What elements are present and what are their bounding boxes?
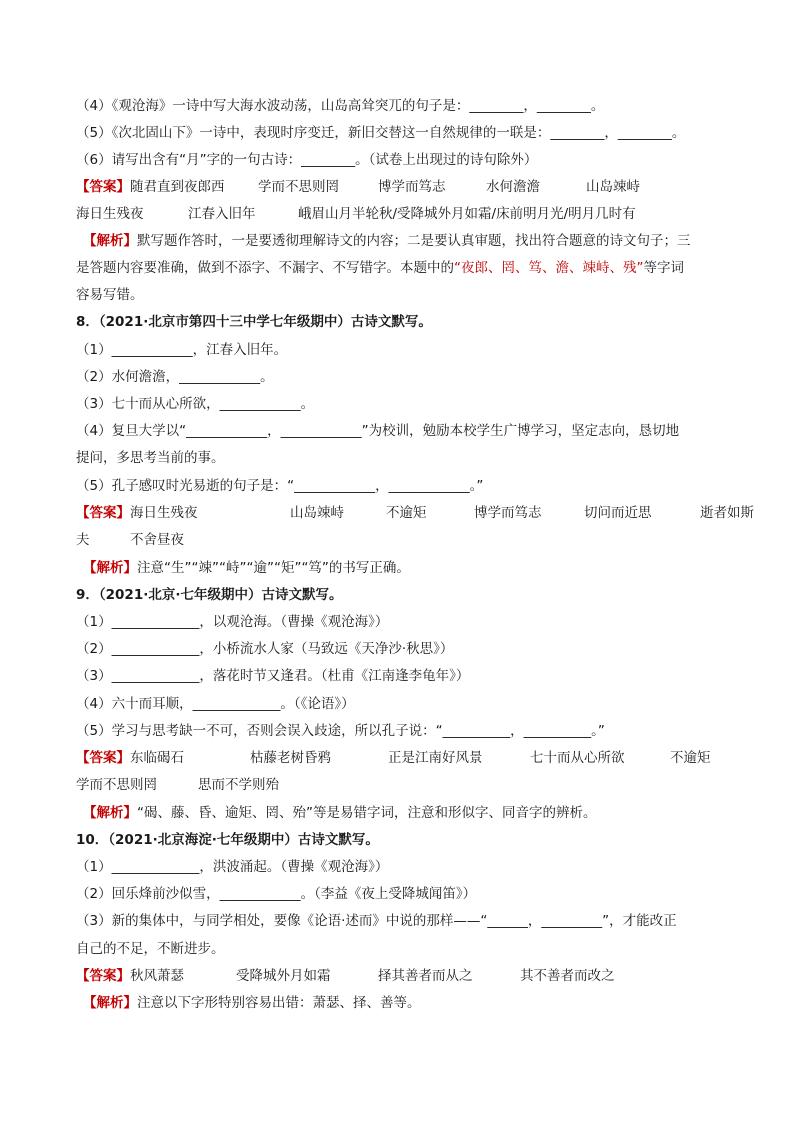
text-segment: 水何澹澹 xyxy=(486,179,540,195)
text-segment: 不逾矩 xyxy=(670,750,711,766)
text-segment: （1）____________，江春入旧年。 xyxy=(76,342,288,358)
text-segment: 10．（2021·北京海淀·七年级期中）古诗文默写。 xyxy=(76,832,379,848)
text-segment: 山岛竦峙 xyxy=(290,505,344,521)
text-line xyxy=(76,476,483,496)
text-segment: 正是江南好风景 xyxy=(388,750,483,766)
text-segment: 秋风萧瑟 xyxy=(130,968,184,984)
text-segment: 思而不学则殆 xyxy=(198,777,279,793)
text-segment: 择其善者而从之 xyxy=(378,968,473,984)
text-line xyxy=(76,204,636,224)
text-segment: 峨眉山月半轮秋/受降城外月如霜/床前明月光/明月几时有 xyxy=(298,206,636,222)
text-line xyxy=(76,123,685,143)
text-segment: “碣、藤、昏、逾矩、罔、殆”等是易错字词，注意和形似字、同音字的辨析。 xyxy=(137,805,597,821)
text-line xyxy=(76,939,225,959)
text-segment: （3）_____________，落花时节又逢君。（杜甫《江南逢李龟年》） xyxy=(76,668,470,684)
text-segment: 是答题内容要准确，做到不添字、不漏字、不写错字。本题中的 xyxy=(76,260,454,276)
text-segment: 海日生残夜 xyxy=(130,505,198,521)
answer-tag: 【答案】 xyxy=(76,505,130,521)
text-segment: 七十而从心所欲 xyxy=(530,750,625,766)
text-segment: 不舍昼夜 xyxy=(130,532,184,548)
text-segment: 东临碣石 xyxy=(130,750,184,766)
text-segment: 注意“生”“竦”“峙”“逾”“矩”“笃”的书写正确。 xyxy=(137,560,410,576)
text-line xyxy=(76,911,677,931)
text-line xyxy=(76,639,453,659)
text-segment: 9．（2021·北京·七年级期中）古诗文默写。 xyxy=(76,587,343,603)
answer-tag: 【答案】 xyxy=(76,179,130,195)
answer-tag: 【解析】 xyxy=(83,233,137,249)
text-segment: 提问，多思考当前的事。 xyxy=(76,450,225,466)
answer-tag: 【解析】 xyxy=(83,805,137,821)
text-segment: 受降城外月如霜 xyxy=(236,968,331,984)
text-segment: （5）孔子感叹时光易逝的句子是：“____________，____________。” xyxy=(76,478,484,494)
text-segment: （2）水何澹澹，____________。 xyxy=(76,369,274,385)
text-segment: 注意以下字形特别容易出错：萧瑟、择、善等。 xyxy=(137,995,421,1011)
text-line xyxy=(76,748,711,768)
text-line xyxy=(76,285,144,305)
text-segment: 逝者如斯 xyxy=(700,505,754,521)
text-line xyxy=(76,857,388,877)
text-segment: 不逾矩 xyxy=(386,505,427,521)
text-line xyxy=(76,585,342,605)
text-line xyxy=(76,421,679,441)
text-segment: （4）《观沧海》一诗中写大海水波动荡，山岛高耸突兀的句子是：________，________。 xyxy=(76,98,605,114)
text-segment: 博学而笃志 xyxy=(378,179,446,195)
answer-tag: 【答案】 xyxy=(76,750,130,766)
answer-tag: 【解析】 xyxy=(83,560,137,576)
text-segment: 随君直到夜郎西 xyxy=(130,179,225,195)
text-line xyxy=(76,394,314,414)
text-segment: 学而不思则罔 xyxy=(258,179,339,195)
text-segment: （1）_____________，以观沧海。（曹操《观沧海》） xyxy=(76,614,389,630)
text-segment: 枯藤老树昏鸦 xyxy=(250,750,331,766)
text-segment: “夜郎、罔、笃、澹、竦峙、残” xyxy=(454,260,644,276)
text-segment: （6）请写出含有“月”字的一句古诗：________。（试卷上出现过的诗句除外） xyxy=(76,152,538,168)
text-segment: （3）七十而从心所欲，____________。 xyxy=(76,396,315,412)
text-line xyxy=(76,367,274,387)
text-segment: （2）_____________，小桥流水人家（马致远《天净沙·秋思》） xyxy=(76,641,454,657)
text-segment: 8．（2021·北京市第四十三中学七年级期中）古诗文默写。 xyxy=(76,314,432,330)
text-segment: （5）《次北固山下》一诗中，表现时序变迁，新旧交替这一自然规律的一联是：________，________。 xyxy=(76,125,686,141)
text-line xyxy=(76,503,754,523)
text-line xyxy=(76,694,355,714)
text-segment: （4）六十而耳顺，_____________。（《论语》） xyxy=(76,696,355,712)
text-segment: 博学而笃志 xyxy=(474,505,542,521)
text-line xyxy=(76,884,476,904)
text-segment: 自己的不足，不断进步。 xyxy=(76,941,225,957)
text-segment: 夫 xyxy=(76,532,90,548)
text-line xyxy=(76,312,432,332)
text-segment: （4）复旦大学以“____________，____________”为校训，勉励本校学生广博学习，坚定志向，恳切地 xyxy=(76,423,680,439)
text-segment: （1）_____________，洪波涌起。（曹操《观沧海》） xyxy=(76,859,389,875)
text-line xyxy=(76,721,605,741)
text-line xyxy=(76,150,537,170)
text-line xyxy=(76,612,388,632)
text-segment: 其不善者而改之 xyxy=(520,968,615,984)
text-segment: 学而不思则罔 xyxy=(76,777,157,793)
text-line xyxy=(76,258,684,278)
text-line xyxy=(83,803,597,823)
text-line xyxy=(76,666,469,686)
text-segment: 等字词 xyxy=(643,260,684,276)
text-line xyxy=(76,448,225,468)
text-segment: 海日生残夜 xyxy=(76,206,144,222)
text-segment: 山岛竦峙 xyxy=(586,179,640,195)
answer-tag: 【答案】 xyxy=(76,968,130,984)
text-line xyxy=(76,775,279,795)
text-line xyxy=(76,830,379,850)
text-line xyxy=(76,530,184,550)
text-segment: （3）新的集体中，与同学相处，要像《论语·述而》中说的那样——“______，_________”，才能改正 xyxy=(76,913,677,929)
text-line xyxy=(83,231,691,251)
answer-tag: 【解析】 xyxy=(83,995,137,1011)
text-line xyxy=(83,558,410,578)
text-segment: （2）回乐烽前沙似雪，____________。（李益《夜上受降城闻笛》） xyxy=(76,886,477,902)
text-line xyxy=(76,96,604,116)
text-segment: 默写题作答时，一是要透彻理解诗文的内容；二是要认真审题，找出符合题意的诗文句子；三 xyxy=(137,233,691,249)
text-segment: 容易写错。 xyxy=(76,287,144,303)
text-line xyxy=(83,993,421,1013)
text-segment: 切问而近思 xyxy=(584,505,652,521)
text-line xyxy=(76,177,640,197)
text-segment: 江春入旧年 xyxy=(188,206,256,222)
text-segment: （5）学习与思考缺一不可，否则会误入歧途，所以孔子说：“__________，__________。” xyxy=(76,723,605,739)
text-line xyxy=(76,340,287,360)
text-line xyxy=(76,966,615,986)
